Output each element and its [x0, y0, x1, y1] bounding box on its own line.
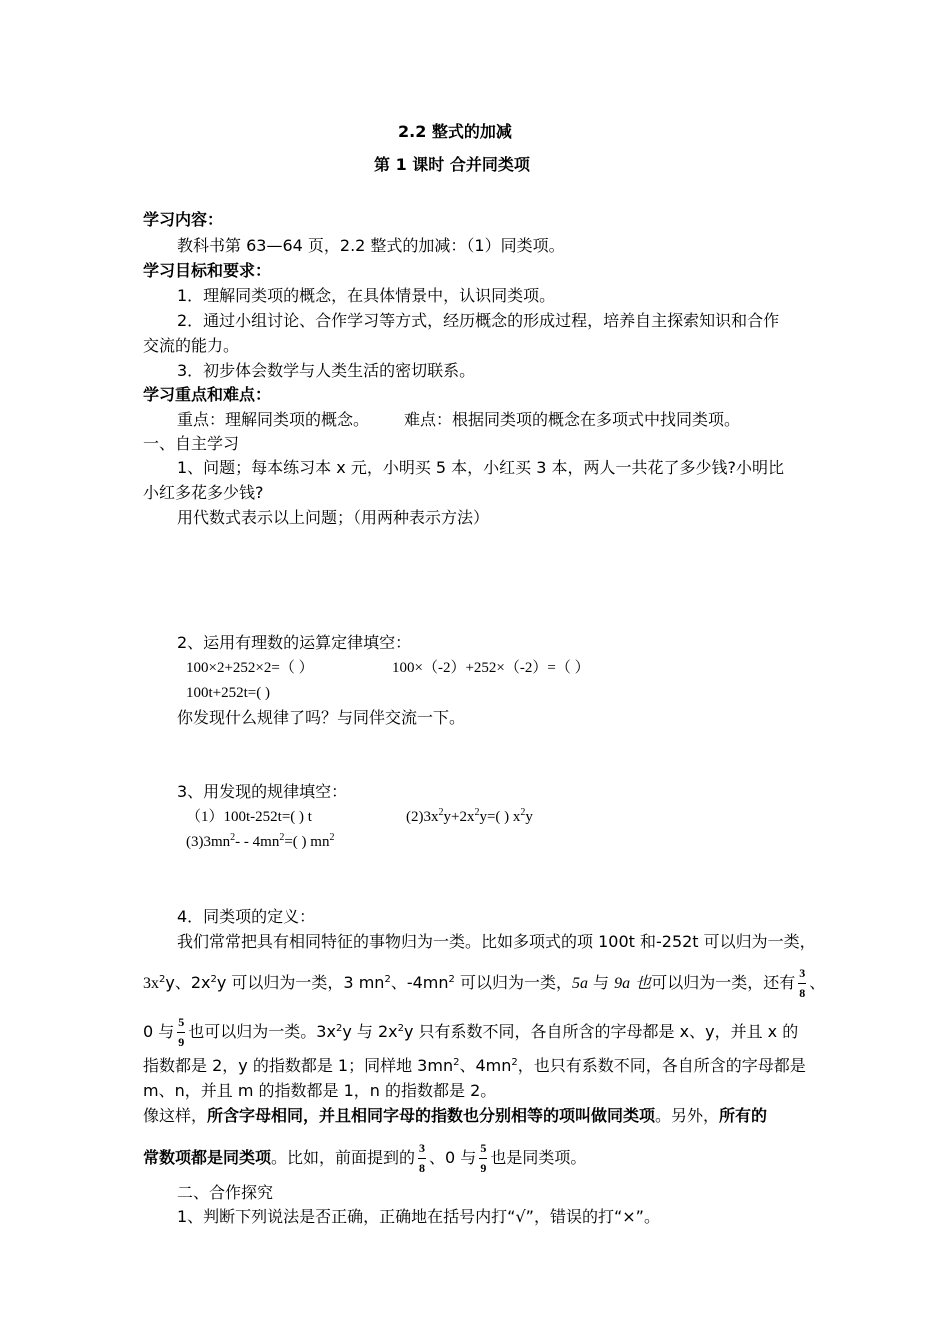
question-2-equation-2: 100×（-2）+252×（-2）=（ ） [392, 660, 590, 676]
content-text: 教科书第 63—64 页，2.2 整式的加减：（1）同类项。 [177, 236, 565, 255]
goals-heading: 学习目标和要求： [143, 261, 272, 280]
fraction-five-ninths: $\frac{5}{9}$ [178, 1014, 185, 1049]
section-2-heading: 二、合作探究 [177, 1183, 274, 1202]
question-2: 2、运用有理数的运算定律填空： [177, 633, 412, 652]
content-heading: 学习内容： [143, 210, 224, 229]
page-subtitle: 第 1 课时 合并同类项 [374, 155, 530, 174]
question-2-equation-3: 100t+252t=( ) [186, 685, 270, 701]
question-3-item-1: （1）100t-252t=( ) t [186, 809, 312, 825]
definition-paragraph-line-2: $3x^2y$、$2x^2y$ 可以归为一类，3 $mn^2$、$-4mn^2$ 可以归为一类，5a 与 9a 也可以归为一类，还有 $\frac{3}{8}$ 、 [143, 955, 825, 1011]
keypoints-key: 重点：理解同类项的概念。 [177, 410, 370, 429]
question-1-line-2: 小红多花多少钱? [143, 483, 264, 502]
definition-paragraph-line-4: 指数都是 2，y 的指数都是 1；同样地 $3mn^2$、$4mn^2$，也只有系数不同，各自所含的字母都是 [143, 1056, 806, 1075]
goal-2-line-1: 2．通过小组讨论、合作学习等方式，经历概念的形成过程，培养自主探索知识和合作 [177, 311, 780, 330]
section-1-heading: 一、自主学习 [143, 434, 240, 453]
goal-2-line-2: 交流的能力。 [143, 336, 240, 355]
question-3-item-3: $(3)3mn^2- - 4mn^2=$( ) $mn^2$ [186, 832, 335, 850]
goal-3: 3．初步体会数学与人类生活的密切联系。 [177, 361, 476, 380]
fraction-five-ninths-2: $\frac{5}{9}$ [480, 1140, 487, 1175]
question-2-equation-1: 100×2+252×2=（ ） [186, 660, 314, 676]
question-2-prompt: 你发现什么规律了吗？与同伴交流一下。 [177, 708, 466, 727]
page-title: 2.2 整式的加减 [398, 122, 512, 141]
fraction-three-eighths: $\frac{3}{8}$ [799, 965, 806, 1000]
question-4: 4．同类项的定义： [177, 907, 316, 926]
keypoints-difficult: 难点：根据同类项的概念在多项式中找同类项。 [404, 410, 741, 429]
question-5: 1、判断下列说法是否正确，正确地在括号内打“√”，错误的打“×”。 [177, 1207, 660, 1226]
definition-paragraph-line-1: 我们常常把具有相同特征的事物归为一类。比如多项式的项 100t 和-252t 可以归为一类， [177, 932, 816, 951]
definition-paragraph-line-7: 常数项都是同类项。比如，前面提到的 $\frac{3}{8}$ 、0 与 $\frac{5}{9}$ 也是同类项。 [143, 1130, 586, 1186]
question-1-line-1: 1、问题；每本练习本 x 元，小明买 5 本，小红买 3 本，两人一共花了多少钱?小明比 [177, 458, 785, 477]
definition-paragraph-line-3: 0 与 $\frac{5}{9}$ 也可以归为一类。$3x^2y$ 与 $2x^2y$ 只有系数不同，各自所含的字母都是 x、y，并且 x 的 [143, 1010, 798, 1054]
question-3: 3、用发现的规律填空： [177, 782, 348, 801]
question-1-instruction: 用代数式表示以上问题；（用两种表示方法） [177, 508, 490, 527]
definition-paragraph-line-5: m、n，并且 m 的指数都是 1，n 的指数都是 2。 [143, 1081, 497, 1100]
fraction-three-eighths-2: $\frac{3}{8}$ [419, 1140, 426, 1175]
keypoints-heading: 学习重点和难点： [143, 385, 272, 404]
question-3-item-2: $(2)3x^2y+2x^2y=$( ) $x^2y$ [406, 807, 533, 825]
goal-1: 1．理解同类项的概念，在具体情景中，认识同类项。 [177, 286, 556, 305]
definition-paragraph-line-6: 像这样，所含字母相同，并且相同字母的指数也分别相等的项叫做同类项。另外，所有的 [143, 1106, 768, 1125]
